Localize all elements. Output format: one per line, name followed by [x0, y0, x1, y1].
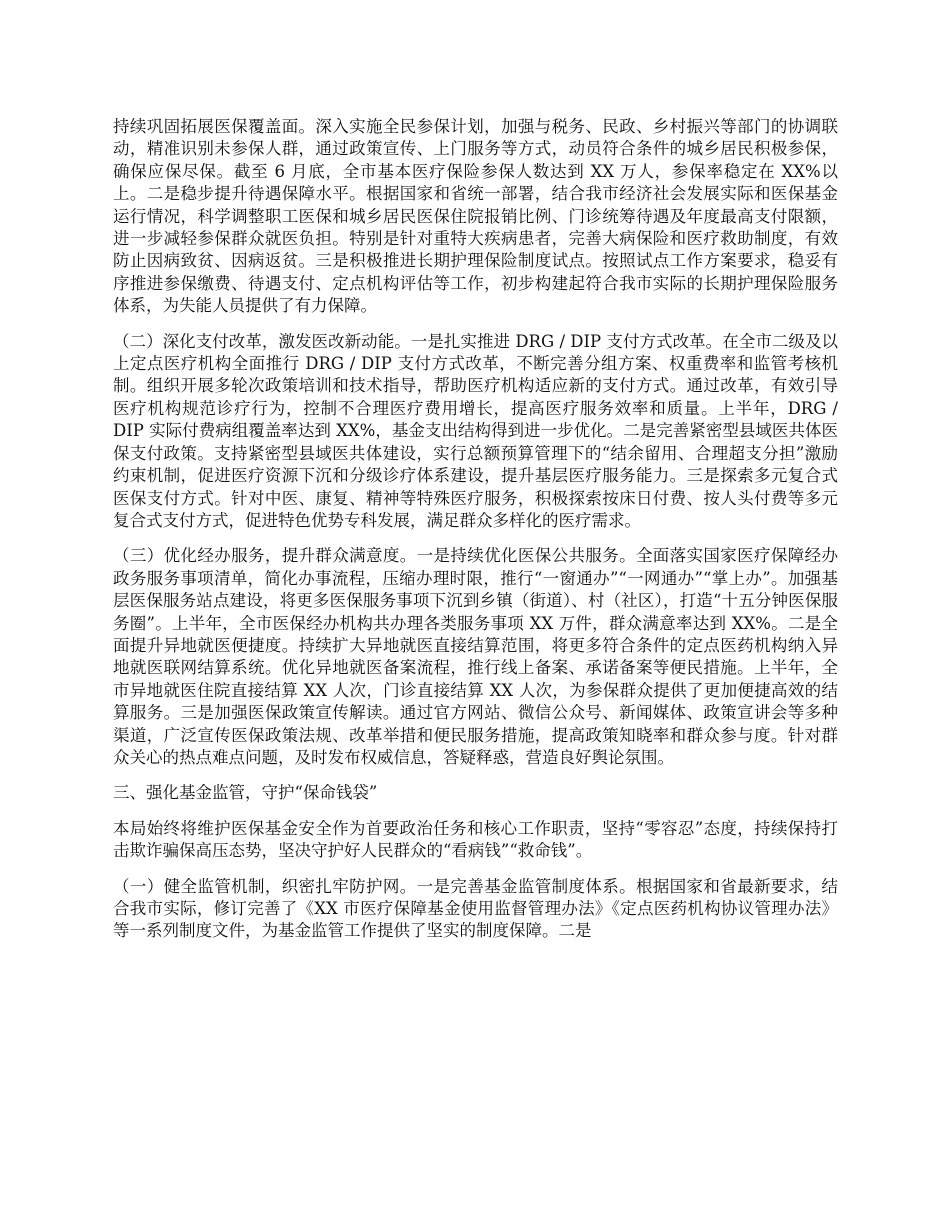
section-heading-fund-supervision: 三、强化基金监管，守护“保命钱袋”: [113, 783, 378, 803]
paragraph-supervision-mechanism: （一）健全监管机制，织密扎牢防护网。一是完善基金监管制度体系。根据国家和省最新要求，结合我市实际，修订完善了《XX 市医疗保障基金使用监督管理办法》《定点医药机构协议管理办法》等一系列制度文件，为基金监管工作提供了坚实的制度保障。二是: [113, 876, 838, 941]
paragraph-coverage: 持续巩固拓展医保覆盖面。深入实施全民参保计划，加强与税务、民政、乡村振兴等部门的协调联动，精准识别未参保人群，通过政策宣传、上门服务等方式，动员符合条件的城乡居民积极参保，确保应保尽保。截至 6 月底，全市基本医疗保险参保人数达到 XX 万人，参保率稳定在 XX%以上。二是稳步提升待遇保障水平。根据国家和省统一部署，结合我市经济社会发展实际和医保基金运行情况，科学调整职工医保和城乡居民医保住院报销比例、门诊统筹待遇及年度最高支付限额，进一步减轻参保群众就医负担。特别是针对重特大疾病患者，完善大病保险和医疗救助制度，有效防止因病致贫、因病返贫。三是积极推进长期护理保险制度试点。按照试点工作方案要求，稳妥有序推进参保缴费、待遇支付、定点机构评估等工作，初步构建起符合我市实际的长期护理保险服务体系，为失能人员提供了有力保障。: [113, 117, 838, 316]
paragraph-service-optimization: （三）优化经办服务，提升群众满意度。一是持续优化医保公共服务。全面落实国家医疗保障经办政务服务事项清单，简化办事流程，压缩办理时限，推行“一窗通办”“一网通办”“掌上办”。加强基层医保服务站点建设，将更多医保服务事项下沉到乡镇（街道）、村（社区），打造“十五分钟医保服务圈”。上半年，全市医保经办机构共办理各类服务事项 XX 万件，群众满意率达到 XX%。二是全面提升异地就医便捷度。持续扩大异地就医直接结算范围，将更多符合条件的定点医药机构纳入异地就医联网结算系统。优化异地就医备案流程，推行线上备案、承诺备案等便民措施。上半年，全市异地就医住院直接结算 XX 人次，门诊直接结算 XX 人次，为参保群众提供了更加便捷高效的结算服务。三是加强医保政策宣传解读。通过官方网站、微信公众号、新闻媒体、政策宣讲会等多种渠道，广泛宣传医保政策法规、改革举措和便民服务措施，提高政策知晓率和群众参与度。针对群众关心的热点难点问题，及时发布权威信息，答疑释惑，营造良好舆论氛围。: [113, 546, 838, 767]
paragraph-supervision-intro: 本局始终将维护医保基金安全作为首要政治任务和核心工作职责，坚持“零容忍”态度，持续保持打击欺诈骗保高压态势，坚决守护好人民群众的“看病钱”“救命钱”。: [113, 818, 838, 861]
document-page: [113, 116, 838, 956]
paragraph-payment-reform: （二）深化支付改革，激发医改新动能。一是扎实推进 DRG / DIP 支付方式改革。在全市二级及以上定点医疗机构全面推行 DRG / DIP 支付方式改革，不断完善分组方案、权重费率和监管考核机制。组织开展多轮次政策培训和技术指导，帮助医疗机构适应新的支付方式。通过改革，有效引导医疗机构规范诊疗行为，控制不合理医疗费用增长，提高医疗服务效率和质量。上半年，DRG / DIP 实际付费病组覆盖率达到 XX%，基金支出结构得到进一步优化。二是完善紧密型县域医共体医保支付政策。支持紧密型县域医共体建设，实行总额预算管理下的“结余留用、合理超支分担”激励约束机制，促进医疗资源下沉和分级诊疗体系建设，提升基层医疗服务能力。三是探索多元复合式医保支付方式。针对中医、康复、精神等特殊医疗服务，积极探索按床日付费、按人头付费等多元复合式支付方式，促进特色优势专科发展，满足群众多样化的医疗需求。: [113, 331, 838, 530]
